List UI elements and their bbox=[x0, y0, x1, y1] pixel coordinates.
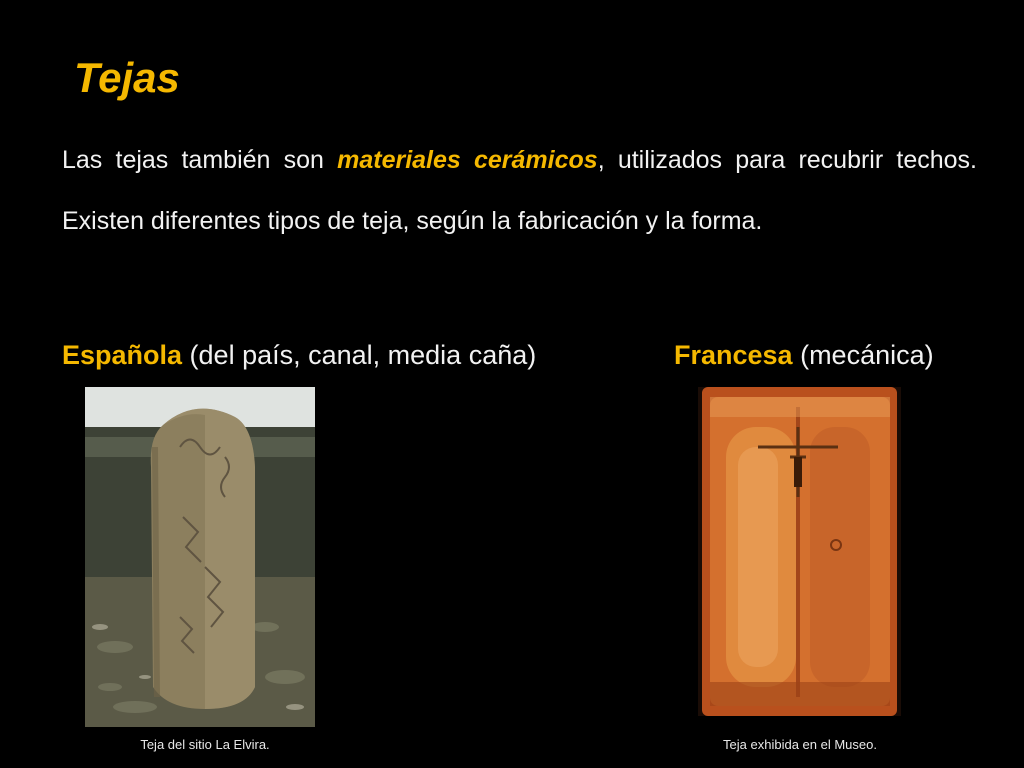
caption-french-tile: Teja exhibida en el Museo. bbox=[723, 737, 877, 752]
type-name-spanish: Española bbox=[62, 340, 183, 370]
caption-spanish-tile: Teja del sitio La Elvira. bbox=[140, 737, 270, 752]
french-tile-photo bbox=[698, 387, 901, 716]
type-detail-spanish: (del país, canal, media caña) bbox=[182, 340, 537, 370]
paragraph-text-start: Las tejas también son bbox=[62, 146, 338, 174]
type-name-french: Francesa bbox=[674, 340, 793, 370]
type-detail-french: (mecánica) bbox=[792, 340, 934, 370]
slide-title: Tejas bbox=[74, 54, 180, 101]
type-heading-french bbox=[674, 340, 934, 371]
intro-paragraph bbox=[62, 130, 977, 252]
paragraph-emphasis: materiales cerámicos bbox=[337, 146, 598, 174]
type-heading-spanish bbox=[62, 340, 536, 371]
spanish-tile-photo bbox=[85, 387, 315, 727]
paragraph-text-end: , utilizados para recubrir techos. Existen diferentes tipos de teja, según la fabricación y la forma. bbox=[62, 146, 977, 235]
